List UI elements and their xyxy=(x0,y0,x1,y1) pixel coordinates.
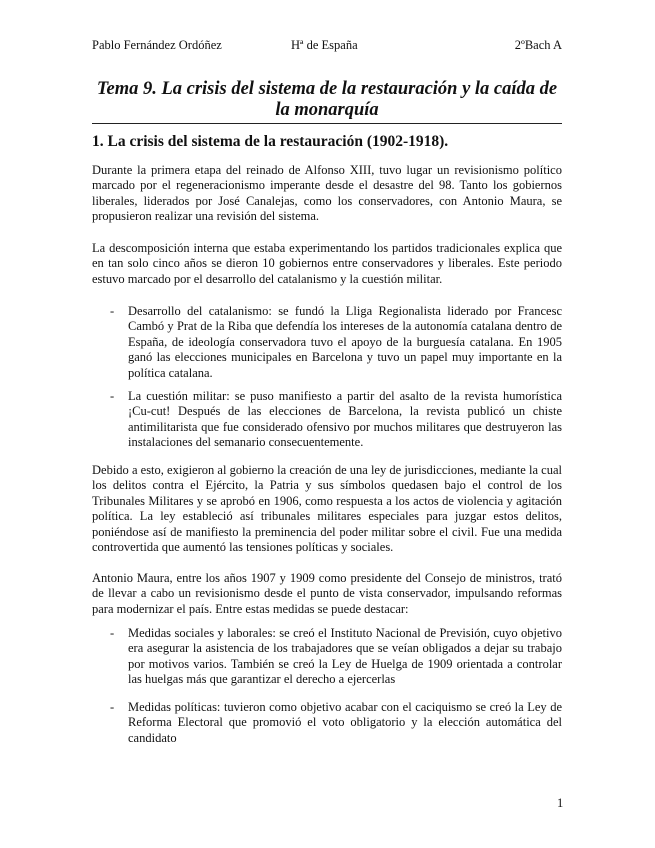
page-header xyxy=(92,38,562,54)
bullet-text: Medidas políticas: tuvieron como objetivo acabar con el caciquismo se creó la Ley de Reforma Electoral que promovió el voto obligatorio y la elección automática del candidato xyxy=(128,700,562,745)
bullet-marker: - xyxy=(110,304,115,318)
title-underline xyxy=(92,123,562,124)
bullet-medidas-sociales xyxy=(92,626,562,688)
bullet-marker: - xyxy=(110,389,115,403)
bullet-cuestion-militar xyxy=(92,389,562,451)
section-heading: 1. La crisis del sistema de la restauración (1902-1918). xyxy=(92,133,449,150)
document-title: Tema 9. La crisis del sistema de la restauración y la caída de la monarquía xyxy=(96,79,558,120)
bullet-catalanismo xyxy=(92,304,562,381)
paragraph-intro: Durante la primera etapa del reinado de Alfonso XIII, tuvo lugar un revisionismo político marcado por el regeneracionismo imperante desde el desastre del 98. Tanto los gobiernos liberales, liderados por José Canalejas, como los conservadores, con Antonio Maura, se propusieron realizar una revisión del sistema. xyxy=(92,163,562,224)
paragraph-antonio-maura: Antonio Maura, entre los años 1907 y 1909 como presidente del Consejo de ministros, trató de llevar a cabo un revisionismo desde el punto de vista conservador, impulsando reformas para modernizar el país. Entre estas medidas se puede destacar: xyxy=(92,571,562,616)
header-course: 2ºBach A xyxy=(514,38,562,52)
header-subject: Hª de España xyxy=(291,38,358,52)
bullet-medidas-politicas xyxy=(92,700,562,746)
page-number: 1 xyxy=(557,796,564,810)
bullet-marker: - xyxy=(110,626,115,640)
header-author: Pablo Fernández Ordóñez xyxy=(92,38,222,52)
bullet-marker: - xyxy=(110,700,115,714)
bullet-text: La cuestión militar: se puso manifiesto a partir del asalto de la revista humorística ¡Cu-cut! Después de las elecciones de Barcelona, la revista publicó un chiste antimilitarista que fue considerado ofensivo por muchos militares que destruyeron las instalaciones del semanario consecuentemente. xyxy=(128,389,562,450)
bullet-text: Desarrollo del catalanismo: se fundó la Lliga Regionalista liderado por Francesc Cambó y Prat de la Riba que defendía los intereses de la autonomía catalana dentro de España, de ideología conservadora tuvo el apoyo de la burguesía catalana. En 1905 ganó las elecciones municipales en Barcelona y tuvo un papel muy importante en la política catalana. xyxy=(128,304,562,380)
paragraph-ley-jurisdicciones: Debido a esto, exigieron al gobierno la creación de una ley de jurisdicciones, mediante la cual los delitos contra el Ejército, la Patria y sus símbolos quedasen bajo el control de los Tribunales Militares y se aprobó en 1906, como respuesta a los actos de violencia y agitación política. La ley estableció así tribunales militares especiales para juzgar estos delitos, poniéndose así de manifiesto la preminencia del poder militar sobre el civil. Fue una medida controvertida que aumentó las tensiones políticas y sociales. xyxy=(92,463,562,555)
bullet-text: Medidas sociales y laborales: se creó el Instituto Nacional de Previsión, cuyo objetivo era asegurar la asistencia de los trabajadores que se veían obligados a dejar su trabajo por motivos varios. También se creó la Ley de Huelga de 1909 orientada a controlar las huelgas más que garantizar el derecho a ejercerlas xyxy=(128,626,562,687)
paragraph-descomposicion: La descomposición interna que estaba experimentando los partidos tradicionales explica que en tan solo cinco años se dieron 10 gobiernos entre conservadores y liberales. Este periodo estuvo marcado por el desarrollo del catalanismo y la cuestión militar. xyxy=(92,241,562,286)
